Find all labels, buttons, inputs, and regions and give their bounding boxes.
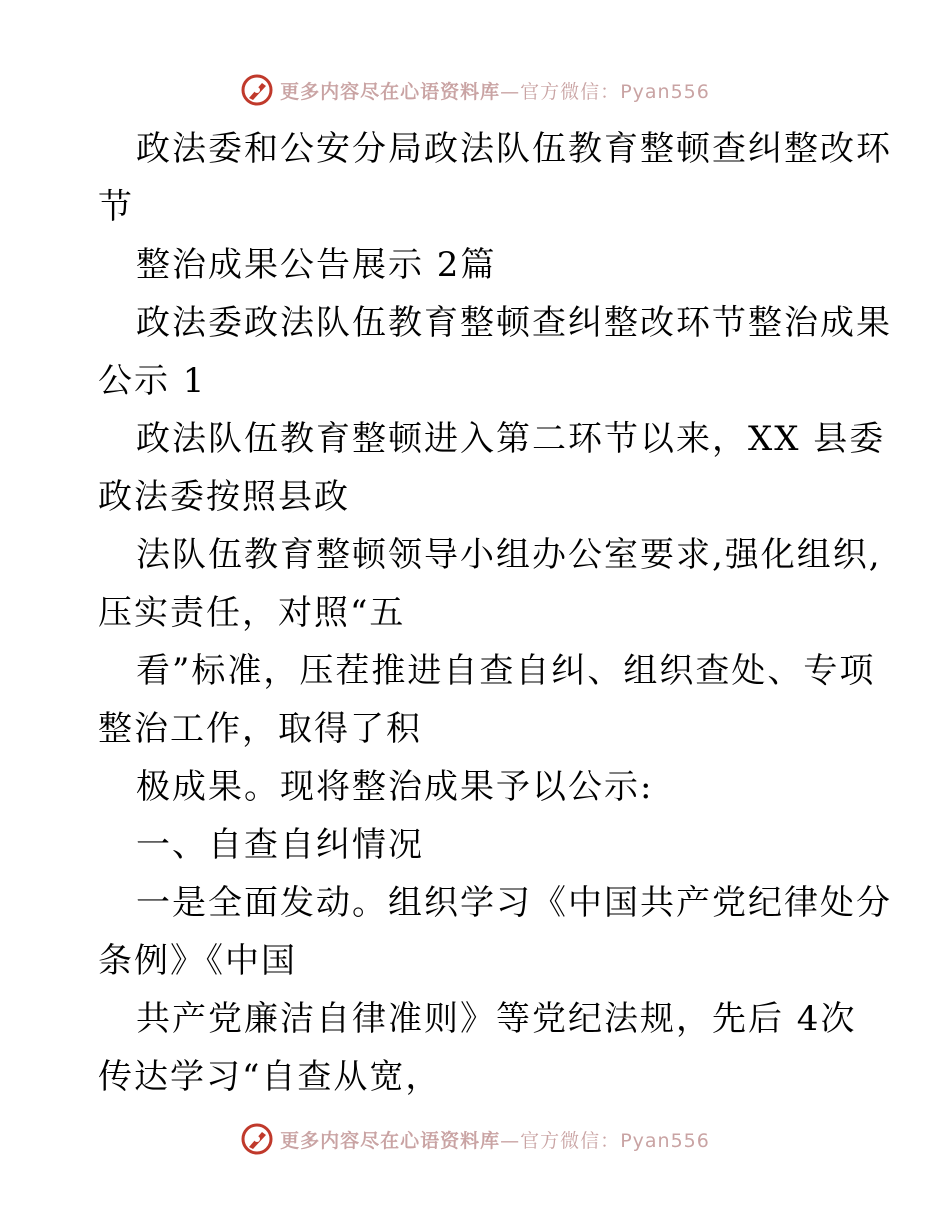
- text-line: 政法委和公安分局政法队伍教育整顿查纠整改环: [136, 129, 892, 169]
- text-line: 公示 1: [98, 361, 207, 401]
- text-line: 压实责任，对照“五: [98, 593, 406, 633]
- banner-wechat-id: Pyan556: [620, 1129, 710, 1152]
- text-line: 一是全面发动。组织学习《中国共产党纪律处分: [136, 883, 892, 923]
- banner-text: [280, 1126, 710, 1153]
- section-heading: 一、自查自纠情况: [136, 825, 424, 865]
- banner-wechat-label: 官方微信：: [520, 1129, 621, 1152]
- pen-logo-icon: [240, 73, 274, 107]
- banner-wechat-label: 官方微信：: [520, 80, 621, 103]
- text-line: 共产党廉洁自律准则》等党纪法规，先后 4次: [136, 999, 857, 1039]
- text-line: 整治成果公告展示 2篇: [136, 245, 497, 285]
- footer-banner: [0, 1117, 950, 1161]
- text-line: 条例》《中国: [98, 941, 297, 981]
- banner-separator: —: [500, 1129, 521, 1152]
- text-line: 整治工作，取得了积: [98, 709, 422, 749]
- text-line: 极成果。现将整治成果予以公示:: [136, 767, 654, 807]
- banner-text: [280, 77, 710, 104]
- header-banner: [0, 68, 950, 112]
- text-line: 看”标准，压茬推进自查自纠、组织查处、专项: [136, 651, 876, 691]
- banner-wechat-id: Pyan556: [620, 80, 710, 103]
- document-body: [98, 120, 892, 1106]
- banner-main-text: 更多内容尽在心语资料库: [280, 80, 501, 103]
- text-line: 政法委政法队伍教育整顿查纠整改环节整治成果: [136, 303, 892, 343]
- text-line: 政法队伍教育整顿进入第二环节以来，XX 县委: [136, 419, 886, 459]
- banner-separator: —: [500, 80, 521, 103]
- pen-logo-icon: [240, 1122, 274, 1156]
- text-line: 传达学习“自查从宽，: [98, 1057, 442, 1097]
- text-line: 政法委按照县政: [98, 477, 350, 517]
- banner-main-text: 更多内容尽在心语资料库: [280, 1129, 501, 1152]
- text-line: 法队伍教育整顿领导小组办公室要求,强化组织,: [136, 535, 882, 575]
- text-line: 节: [98, 187, 134, 227]
